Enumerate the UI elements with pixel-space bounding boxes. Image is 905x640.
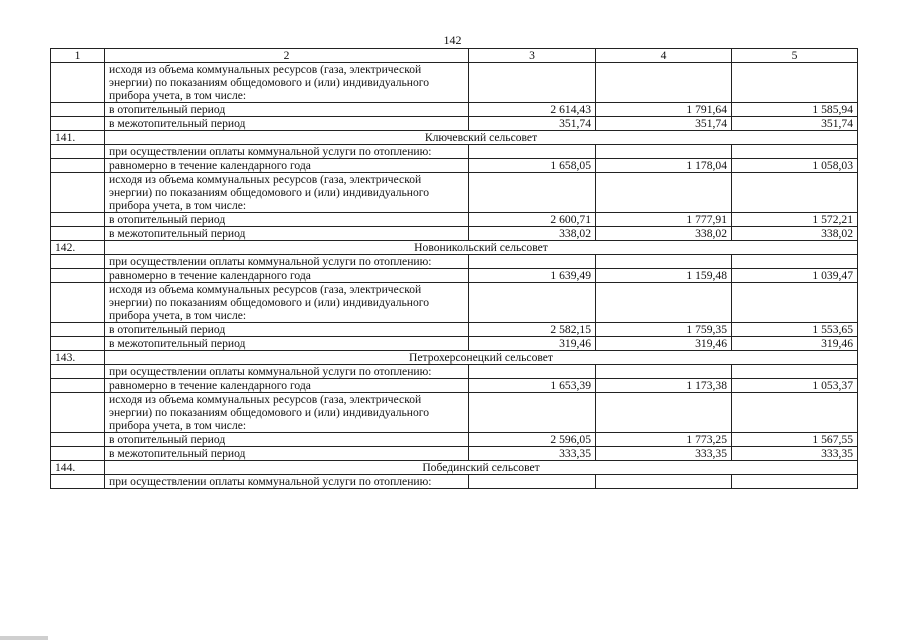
table-row — [51, 145, 858, 159]
value-col-5: 1 053,37 — [732, 379, 858, 393]
value-col-4: 1 159,48 — [596, 269, 732, 283]
value-col-3 — [469, 145, 596, 159]
section-number: 143. — [51, 351, 105, 365]
description-cell: исходя из объема коммунальных ресурсов (газа, электрической энергии) по показаниям общедомового и (или) индивидуального прибора учета, в том числе: — [105, 283, 469, 323]
value-col-4: 1 759,35 — [596, 323, 732, 337]
value-col-3: 319,46 — [469, 337, 596, 351]
row-number-cell — [51, 117, 105, 131]
table-row — [51, 63, 858, 103]
value-col-5: 1 567,55 — [732, 433, 858, 447]
value-col-3: 1 653,39 — [469, 379, 596, 393]
row-number-cell — [51, 283, 105, 323]
row-number-cell — [51, 379, 105, 393]
value-col-5: 1 585,94 — [732, 103, 858, 117]
value-col-3 — [469, 63, 596, 103]
table-row — [51, 117, 858, 131]
row-number-cell — [51, 213, 105, 227]
section-title: Новоникольский сельсовет — [105, 241, 858, 255]
value-col-3: 351,74 — [469, 117, 596, 131]
section-number: 141. — [51, 131, 105, 145]
row-number-cell — [51, 475, 105, 489]
value-col-5: 1 039,47 — [732, 269, 858, 283]
description-cell: в отопительный период — [105, 323, 469, 337]
row-number-cell — [51, 227, 105, 241]
value-col-3 — [469, 283, 596, 323]
description-cell: равномерно в течение календарного года — [105, 159, 469, 173]
value-col-3: 2 582,15 — [469, 323, 596, 337]
header-row — [51, 49, 858, 63]
description-cell: в отопительный период — [105, 213, 469, 227]
value-col-5 — [732, 145, 858, 159]
row-number-cell — [51, 255, 105, 269]
value-col-3: 1 658,05 — [469, 159, 596, 173]
table-row — [51, 365, 858, 379]
value-col-5: 338,02 — [732, 227, 858, 241]
table-row — [51, 393, 858, 433]
value-col-4: 1 173,38 — [596, 379, 732, 393]
section-row — [51, 351, 858, 365]
value-col-4 — [596, 283, 732, 323]
table-row — [51, 173, 858, 213]
table-row — [51, 255, 858, 269]
header-col-5: 5 — [732, 49, 858, 63]
description-cell: в отопительный период — [105, 433, 469, 447]
header-col-1: 1 — [51, 49, 105, 63]
row-number-cell — [51, 159, 105, 173]
section-title: Петрохерсонецкий сельсовет — [105, 351, 858, 365]
value-col-3: 2 596,05 — [469, 433, 596, 447]
description-cell: при осуществлении оплаты коммунальной услуги по отоплению: — [105, 255, 469, 269]
row-number-cell — [51, 63, 105, 103]
row-number-cell — [51, 269, 105, 283]
description-cell: в межотопительный период — [105, 337, 469, 351]
table-row — [51, 447, 858, 461]
section-number: 144. — [51, 461, 105, 475]
description-cell: исходя из объема коммунальных ресурсов (газа, электрической энергии) по показаниям общедомового и (или) индивидуального прибора учета, в том числе: — [105, 63, 469, 103]
value-col-5 — [732, 393, 858, 433]
row-number-cell — [51, 337, 105, 351]
table-row — [51, 433, 858, 447]
table-row — [51, 337, 858, 351]
row-number-cell — [51, 103, 105, 117]
value-col-3: 2 614,43 — [469, 103, 596, 117]
table-row — [51, 159, 858, 173]
section-row — [51, 461, 858, 475]
description-cell: в межотопительный период — [105, 117, 469, 131]
value-col-3 — [469, 475, 596, 489]
table-row — [51, 269, 858, 283]
table-row — [51, 379, 858, 393]
table-row — [51, 213, 858, 227]
row-number-cell — [51, 393, 105, 433]
value-col-5: 319,46 — [732, 337, 858, 351]
row-number-cell — [51, 173, 105, 213]
value-col-3: 2 600,71 — [469, 213, 596, 227]
section-row — [51, 131, 858, 145]
section-title: Побединский сельсовет — [105, 461, 858, 475]
value-col-4 — [596, 173, 732, 213]
value-col-5: 333,35 — [732, 447, 858, 461]
value-col-5 — [732, 283, 858, 323]
row-number-cell — [51, 145, 105, 159]
description-cell: исходя из объема коммунальных ресурсов (газа, электрической энергии) по показаниям общедомового и (или) индивидуального прибора учета, в том числе: — [105, 393, 469, 433]
value-col-4 — [596, 365, 732, 379]
page-number: 142 — [443, 33, 462, 47]
value-col-4 — [596, 393, 732, 433]
value-col-5: 351,74 — [732, 117, 858, 131]
value-col-3 — [469, 393, 596, 433]
value-col-5 — [732, 475, 858, 489]
header-col-2: 2 — [105, 49, 469, 63]
header-col-4: 4 — [596, 49, 732, 63]
value-col-5 — [732, 365, 858, 379]
value-col-3 — [469, 255, 596, 269]
value-col-4: 1 773,25 — [596, 433, 732, 447]
section-number: 142. — [51, 241, 105, 255]
description-cell: в отопительный период — [105, 103, 469, 117]
value-col-5: 1 058,03 — [732, 159, 858, 173]
table-row — [51, 227, 858, 241]
value-col-4: 1 777,91 — [596, 213, 732, 227]
row-number-cell — [51, 323, 105, 337]
tariff-table — [50, 48, 858, 489]
value-col-4: 333,35 — [596, 447, 732, 461]
description-cell: равномерно в течение календарного года — [105, 379, 469, 393]
description-cell: в межотопительный период — [105, 227, 469, 241]
description-cell: исходя из объема коммунальных ресурсов (газа, электрической энергии) по показаниям общедомового и (или) индивидуального прибора учета, в том числе: — [105, 173, 469, 213]
section-title: Ключевский сельсовет — [105, 131, 858, 145]
value-col-4 — [596, 475, 732, 489]
description-cell: равномерно в течение календарного года — [105, 269, 469, 283]
table-row — [51, 475, 858, 489]
value-col-4 — [596, 255, 732, 269]
table-body — [51, 63, 858, 489]
value-col-5 — [732, 173, 858, 213]
value-col-3: 1 639,49 — [469, 269, 596, 283]
table-row — [51, 283, 858, 323]
value-col-4: 319,46 — [596, 337, 732, 351]
value-col-4 — [596, 145, 732, 159]
description-cell: при осуществлении оплаты коммунальной услуги по отоплению: — [105, 365, 469, 379]
table-row — [51, 323, 858, 337]
value-col-3 — [469, 173, 596, 213]
value-col-4: 351,74 — [596, 117, 732, 131]
value-col-4: 1 178,04 — [596, 159, 732, 173]
value-col-3 — [469, 365, 596, 379]
scan-edge-mark — [0, 636, 48, 640]
table-row — [51, 103, 858, 117]
section-row — [51, 241, 858, 255]
row-number-cell — [51, 365, 105, 379]
description-cell: при осуществлении оплаты коммунальной услуги по отоплению: — [105, 475, 469, 489]
description-cell: при осуществлении оплаты коммунальной услуги по отоплению: — [105, 145, 469, 159]
value-col-4 — [596, 63, 732, 103]
value-col-5 — [732, 255, 858, 269]
value-col-5: 1 572,21 — [732, 213, 858, 227]
value-col-4: 1 791,64 — [596, 103, 732, 117]
row-number-cell — [51, 433, 105, 447]
description-cell: в межотопительный период — [105, 447, 469, 461]
value-col-3: 333,35 — [469, 447, 596, 461]
value-col-4: 338,02 — [596, 227, 732, 241]
value-col-3: 338,02 — [469, 227, 596, 241]
value-col-5: 1 553,65 — [732, 323, 858, 337]
header-col-3: 3 — [469, 49, 596, 63]
value-col-5 — [732, 63, 858, 103]
row-number-cell — [51, 447, 105, 461]
